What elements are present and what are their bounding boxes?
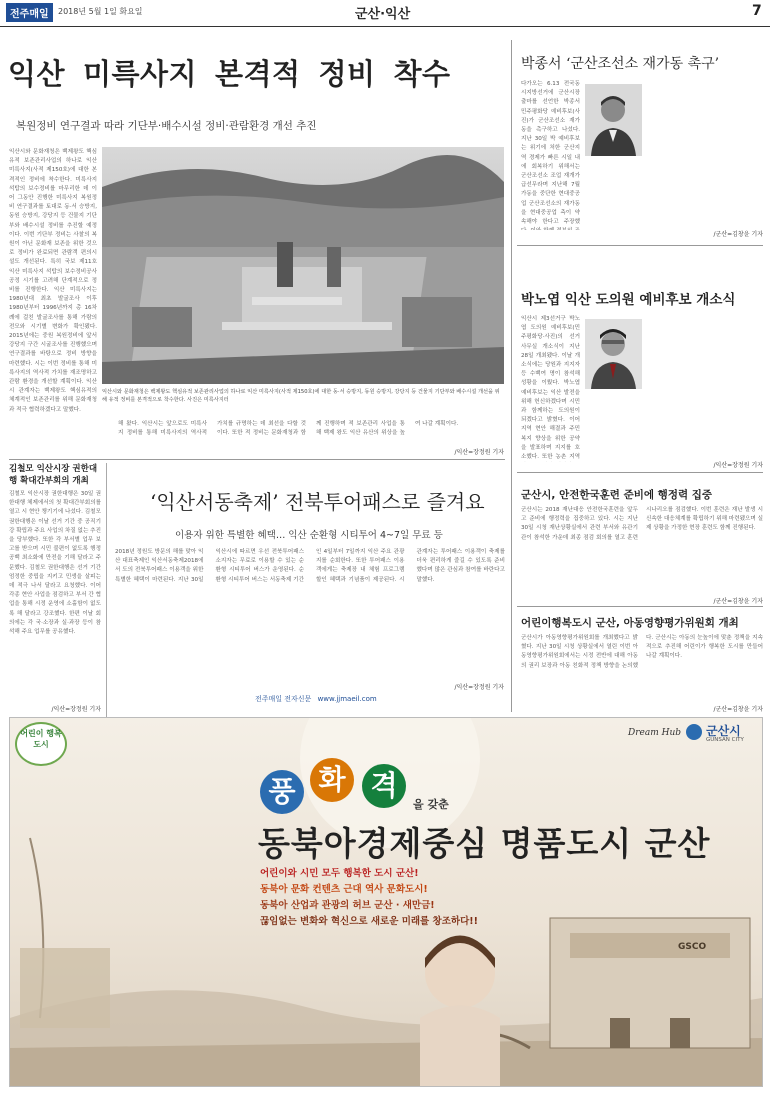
child-happy-city-badge: 어린이 행복도시 [15, 722, 67, 766]
ad-line-3: 동북아 산업과 관광의 허브 군산 · 새만금! [260, 900, 435, 911]
divider [9, 459, 505, 460]
footer-link[interactable] [255, 694, 377, 704]
char-gyeok: 격 [362, 764, 406, 808]
bak-byline: /익산=장정원 기자 [713, 462, 763, 469]
child-body: 군산시가 아동영향평가위원회를 개최했다고 밝혔다. 지난 30일 시청 상황실에서 열린 이번 아동영향평가위원회에서는 시정 전반에 대해 아동의 권리 보장과 아동 친화적 정책 방향을 논의했다. 군산시는 아동의 눈높이에 맞춘 정책을 지속적으로 추진해 어린이가 행복한 도시를 만들어 나갈 계획이다. [521, 635, 763, 669]
ad-line-1: 어린이와 시민 모두 행복한 도시 군산! [260, 868, 419, 879]
tour-body: 2018년 정원도 방문의 해를 맞아 익산 대표축제인 익산서동축제2018에서 도의 전북투어패스 이용객을 위한 특별한 혜택이 마련된다. 지난 30일 익산시에 따르면 우선 전북투어패스 소지자는 무료로 이용할 수 있는 순환형 시티투어 버스가 운영된다. 순환형 시티투어 버스는 서동축제 기간인 4일부터 7일까지 익산 주요 관광지를 순회한다. 또한 투어패스 이용객에게는 축제장 내 체험 프로그램 할인 혜택과 기념품이 제공된다. 시 관계자는 투어패스 이용객이 축제를 더욱 편리하게 즐길 수 있도록 준비했다며 많은 관심과 참여를 바란다고 말했다. [115, 549, 505, 583]
char-hwa: 화 [310, 758, 354, 802]
section-title: 군산·익산 [355, 7, 411, 22]
divider [517, 245, 763, 246]
gunsan-city-emblem-icon [686, 724, 702, 740]
city-name: 군산시 [706, 724, 741, 738]
mayor-byline: /익산=장정원 기자 [51, 706, 101, 713]
tour-byline: /익산=장정원 기자 [454, 684, 504, 691]
issue-date: 2018년 5월 1일 화요일 [58, 7, 143, 16]
person-icon [585, 84, 642, 156]
main-subheadline: 복원정비 연구결과 따라 기단부·배수시설 정비·관람환경 개선 추진 [16, 120, 317, 132]
ad-slogan: 동북아경제중심 명품도시 군산 [258, 824, 711, 863]
gunsan-advertisement[interactable] [9, 717, 763, 1087]
park-portrait [585, 84, 642, 156]
mayor-body: 김철모 익산시장 권한대행은 30일 권한대행 체제에서의 첫 확대간부회의를 열고 시 현안 챙기기에 나섰다. 김철모 권한대행은 이날 선거 기간 중 공직기강 확립과 주요 사업의 차질 없는 추진을 당부했다. 또한 각 부서별 업무 보고를 받으며 시민 불편이 없도록 행정 공백 최소화에 만전을 기해 달라고 주문했다. 김철모 권한대행은 선거 기간 엄정한 중립을 지키고 민생을 살피는 데 적극 나서 달라고 요청했다. 이어 각종 현안 사업을 점검하고 부서 간 협업을 통해 시정 운영에 소홀함이 없도록 해 달라고 강조했다. 한편 이날 회의에는 각 국·소장과 실·과장 등이 참석해 주요 업무를 공유했다. [9, 491, 101, 636]
ship-byline: /군산=김창윤 기자 [713, 598, 763, 605]
main-headline: 익산 미륵사지 본격적 정비 착수 [8, 57, 451, 91]
child-byline: /군산=김창윤 기자 [713, 706, 763, 713]
ship-body: 군산시는 2018 재난대응 안전한국훈련을 앞두고 준비에 행정력을 집중하고 있다. 시는 지난 30일 시청 재난상황실에서 관련 부서와 유관기관이 참석한 가운데 최종 점검 회의를 열고 훈련 시나리오를 점검했다. 이번 훈련은 재난 발생 시 신속한 대응체계를 확립하기 위해 마련됐으며 실제 상황을 가정한 현장 훈련도 함께 진행된다. [521, 507, 763, 541]
child-headline: 어린이행복도시 군산, 아동영향평가위원회 개최 [521, 617, 739, 629]
main-byline: /익산=장정원 기자 [454, 449, 504, 456]
ad-line-4: 끊임없는 변화와 혁신으로 새로운 미래를 창조하다!! [260, 916, 478, 927]
dream-hub-logo: Dream Hub [628, 728, 682, 738]
page-number: 7 [752, 3, 762, 19]
main-body: 익산시와 문화재청은 백제왕도 핵심유적 보존관리사업의 하나로 익산 미륵사지(사적 제150호)에 대한 본격적인 정비에 착수한다. 미륵사지 석탑의 보수정비를 마무리한 데 이어 그동안 진행한 미륵사지 복원정비 연구결과를 토대로 동·서 승방지, 동원 승방지, 강당지 등 건물지 기단부와 배수시설 정비를 추진할 예정이다. 이번 기단부 정비는 사찰의 복원이 아닌 문화재 보존을 위한 것으로 정비가 완료되면 관람객 편의시설도 개선된다. 특히 국보 제11호 익산 미륵사지 석탑의 보수정비공사 공정 시기를 고려해 단계적으로 정비를 진행한다. 익산 미륵사지는 1980년대 최초 발굴조사 이후 1980년부터 1996년까지 총 16차례에 걸친 발굴조사를 통해 가람의 전모와 시기별 변화가 확인됐다. 2015년에는 중원 복원정비에 앞서 강당지 구간 시굴조사를 진행했으며 연구결과를 바탕으로 정비 방향을 마련했다. 시는 이번 정비를 통해 미륵사지의 역사적 가치를 재조명하고 관람 환경을 개선할 계획이다. 익산시 관계자는 백제왕도 핵심유적의 체계적인 보존관리를 위해 문화재청과 적극 협력하겠다고 말했다. [9, 149, 97, 413]
miruksa-aerial-photo [102, 147, 504, 384]
bak-portrait [585, 319, 642, 389]
mayor-headline: 김철모 익산시장 권한대행 확대간부회의 개최 [9, 464, 98, 486]
photo-caption: 익산시와 문화재청은 백제왕도 핵심유적 보존관리사업의 하나로 익산 미륵사지(사적 제150호)에 대한 동·서 승방지, 동원 승방지, 강당지 등 건물지 기단부와 배수시설 개선을 위해 유적 정비를 본격적으로 착수한다. 사진은 미륵사지터 [102, 389, 500, 403]
footer-text: 전주매일 전자신문 [255, 695, 312, 703]
ad-line-2: 동북아 문화 컨텐츠 근대 역사 문화도시! [260, 884, 428, 895]
column-divider [511, 40, 512, 712]
bak-body-right [648, 315, 763, 462]
divider [517, 472, 763, 473]
park-body: 다가오는 6.13 전국동시지방선거에 군산시장 출마를 선언한 박종서 민주평화당 예비후보(사진)가 군산조선소 재가동을 촉구하고 나섰다. 지난 30일 박 예비후보는 위기에 처한 군산지역 경제가 빠른 시일 내에 회복하기 위해서는 군산조선소 조업 재개가 급선무라며 지난해 7월 가동을 중단한 현대중공업 군산조선소의 재가동을 현대중공업 측이 약속해야 한다고 주장했 [521, 81, 580, 226]
city-name-en: GUNSAN CITY [706, 737, 744, 743]
bak-body: 익산시 제3선거구 박노엽 도의원 예비후보(민주평화당·사진)의 선거사무실 개소식이 지난 28일 개최됐다. 이날 개소식에는 당원과 지지자 등 수백여 명이 참석해 성황을 이뤘다. 박노엽 예비후보는 익산 발전을 위해 헌신하겠다며 시민과 함께하는 도의원이 되겠다고 밝혔다. 이어 지역 현안 해결과 주민 복지 향상을 위한 공약을 발표하며 지지를 호소했다. 또한 농촌 지역 [521, 316, 580, 461]
ship-headline: 군산시, 안전한국훈련 준비에 행정력 집중 [521, 489, 713, 501]
building-sign: GSCO [678, 942, 707, 952]
park-body-lower [585, 160, 763, 230]
tour-headline: ‘익산서동축제’ 전북투어패스로 즐겨요 [150, 490, 485, 514]
park-headline: 박종서 ‘군산조선소 재가동 촉구’ [521, 56, 720, 72]
main-body-tail: 해 왔다. 익산시는 앞으로도 미륵사지 정비를 통해 미륵사지의 역사적 가치를 규명하는 데 최선을 다할 것이다. 또한 적 정비는 문화재청과 함께 진행하며 적 보존관리 사업을 통해 백제 왕도 익산 유산의 위상을 높여 나갈 계획이다. [118, 421, 459, 437]
connector-text: 을 갖춘 [413, 798, 449, 811]
footer-url: www.jjmaeil.com [317, 695, 377, 703]
divider [517, 606, 763, 607]
char-pung: 풍 [260, 770, 304, 814]
aerial-photo-image [102, 147, 504, 384]
bak-headline: 박노엽 익산 도의원 예비후보 개소식 [521, 292, 736, 308]
newspaper-logo: 전주매일 [6, 3, 53, 22]
tour-subheadline: 이용자 위한 특별한 혜택… 익산 순환형 시티투어 4~7일 무료 등 [175, 530, 443, 541]
park-byline: /군산=김창윤 기자 [713, 231, 763, 238]
person-icon [585, 319, 642, 389]
